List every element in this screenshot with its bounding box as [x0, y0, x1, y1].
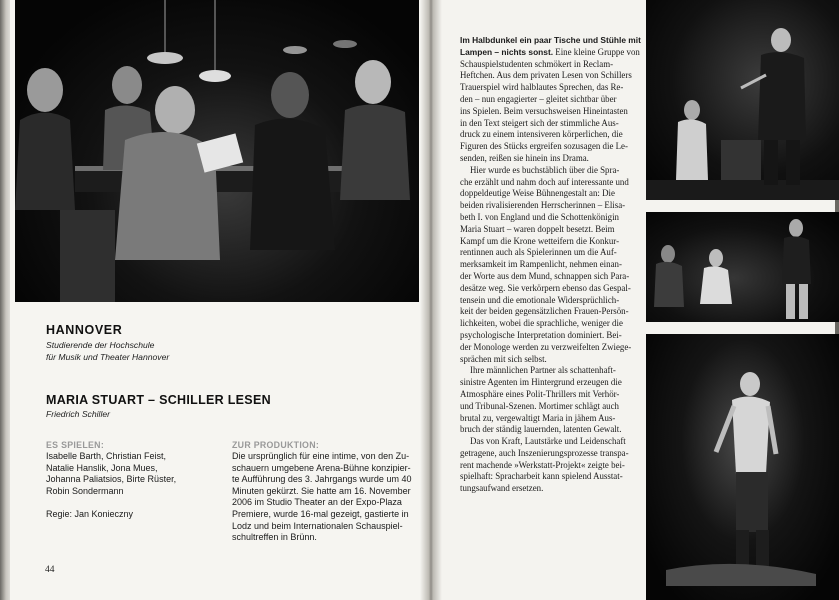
article-line: senden, reißen sie hinein ins Drama.: [460, 152, 589, 163]
production-line: te Aufführung des 3. Jahrgangs wurde um 40: [232, 474, 412, 485]
article-text: [460, 35, 641, 495]
article-lead: [460, 35, 641, 47]
article-line: in den Text steigert sich der stimmliche Aus-: [460, 117, 619, 128]
article-line: der Monologe werden zu verzweifelten Zwiege-: [460, 341, 632, 352]
production-line: Die ursprünglich für eine intime, von den Zu-: [232, 451, 410, 461]
production-text: [232, 451, 410, 544]
article-line: Das von Kraft, Lautstärke und Leidenschaft: [470, 436, 626, 447]
article-line: rent machende »Werkstatt-Projekt« zeigte bei-: [460, 459, 625, 470]
article-line: Heftchen. Aus dem privaten Lesen von Schillers: [460, 70, 632, 81]
article-line: Schauspielstudenten schmökert in Reclam-: [460, 58, 614, 69]
article-line: bruch der ständig lauernden, latenten Gewalt.: [460, 424, 622, 435]
article-line: brutal zu, vergewaltigt Maria in jähem Aus-: [460, 412, 616, 423]
stage-photo-top: [646, 0, 839, 200]
article-line: druck zu einem intensiveren körperlichen, die: [460, 129, 623, 140]
article-line: tensein und die emotionale Widersprüchlich-: [460, 294, 620, 305]
article-line: Trauerspiel wird halblautes Sprechen, das Re-: [460, 82, 624, 93]
article-line: beiden rivalisierenden Herrscherinnen – Elisa-: [460, 200, 626, 211]
article-line: che erzählt und nahm doch auf interessante und: [460, 176, 629, 187]
article-lead-tail: Eine kleine Gruppe von: [555, 46, 640, 57]
article-lead: [460, 47, 638, 59]
article-line: merksamkeit im Rampenlicht, nehmen einan-: [460, 259, 622, 270]
production-line: Minuten gekürzt. Sie hatte am 16. November: [232, 485, 411, 496]
article-lead-bold-1: Im Halbdunkel ein paar Tische und Stühle mit: [460, 35, 641, 45]
article-line: sinistre Agenten im Hintergrund erzeugen die: [460, 377, 622, 388]
article-line: sprächen mit sich selbst.: [460, 353, 547, 364]
article-line: tungsaufwand ersetzen.: [460, 483, 544, 494]
cast-line: Robin Sondermann: [46, 485, 124, 496]
production-line: schauern umgebene Arena-Bühne konzipier-: [232, 462, 411, 473]
book-gutter: [420, 0, 442, 600]
production-line: Lodz und beim Internationalen Schauspiel-: [232, 520, 403, 531]
cast-line: Isabelle Barth, Christian Feist,: [46, 451, 167, 461]
stage-photo-bottom-scene: [646, 334, 839, 600]
article-line: Kampf um die Krone wetteifern die Konkur-: [460, 235, 620, 246]
article-line: doppeldeutige Weise Bühnengestalt an: Die: [460, 188, 615, 199]
article-line: Hier wurde es buchstäblich über die Spra-: [470, 164, 620, 175]
ensemble-photo: [15, 0, 419, 302]
play-author: Friedrich Schiller: [46, 409, 110, 419]
article-line: Ihre männlichen Partner als schattenhaft-: [470, 365, 616, 376]
article-line: psychologische Interpretation dominiert. Bei-: [460, 329, 622, 340]
ensemble-photo-scene: [15, 0, 419, 302]
article-line: desätze weg. Sie verkörpern ebenso das Gespal-: [460, 282, 631, 293]
city-heading: HANNOVER: [46, 323, 123, 337]
play-title: MARIA STUART – SCHILLER LESEN: [46, 393, 271, 407]
cast-line: Johanna Paliatsios, Birte Rüster,: [46, 474, 177, 485]
article-line: Maria Stuart – waren doppelt besetzt. Beim: [460, 223, 615, 234]
cast-label: ES SPIELEN:: [46, 440, 105, 450]
production-line: Premiere, wurde 16-mal gezeigt, gastierte in: [232, 508, 409, 519]
page-number: 44: [45, 565, 55, 575]
article-line: und Tribunal-Szenen. Mortimer schlägt auch: [460, 400, 619, 411]
production-label: ZUR PRODUKTION:: [232, 440, 320, 450]
cast-list: [46, 451, 221, 497]
director-credit: Regie: Jan Konieczny: [46, 509, 134, 519]
photo-divider: [15, 302, 419, 312]
article-line: lichkeiten, wobei die sprachliche, weniger die: [460, 318, 623, 329]
article-line: Figuren des Stücks ergreifen sozusagen die Le-: [460, 141, 628, 152]
stage-photo-middle: [646, 212, 839, 322]
article-line: rentinnen auch als Spielerinnen um die Auf-: [460, 247, 617, 258]
school-line-1: Studierende der Hochschule: [46, 340, 155, 350]
school-line-2: für Musik und Theater Hannover: [46, 352, 170, 362]
production-line: 2006 im Studio Theater an der Expo-Plaza: [232, 497, 402, 508]
stage-photo-middle-scene: [646, 212, 839, 322]
cast-line: Natalie Hanslik, Jona Mues,: [46, 462, 158, 473]
article-line: der Worte aus dem Mund, schnappen sich Para-: [460, 270, 630, 281]
article-line: den – nun engagierter – gleitet sichtbar über: [460, 93, 617, 104]
article-line: ins Spielen. Beim versuchsweisen Hineintasten: [460, 105, 628, 116]
school-name: [46, 339, 266, 363]
article-line: spielhaft: Spracharbeit kann spielend Ausstat-: [460, 471, 623, 482]
production-line: schultreffen in Brünn.: [232, 532, 317, 543]
stage-photo-top-scene: [646, 0, 839, 200]
stage-photo-bottom: [646, 334, 839, 600]
article-line: beth I. von England und die Schottenkönigin: [460, 211, 619, 222]
article-line: getragene, auch Inszenierungsprozesse transpa-: [460, 447, 629, 458]
article-lead-bold-2: Lampen – nichts sonst.: [460, 46, 554, 57]
article-line: keit der beiden gegensätzlichen Frauen-Persön-: [460, 306, 629, 317]
article-line: Atmosphäre eines Polit-Thrillers mit Verhör-: [460, 388, 620, 399]
